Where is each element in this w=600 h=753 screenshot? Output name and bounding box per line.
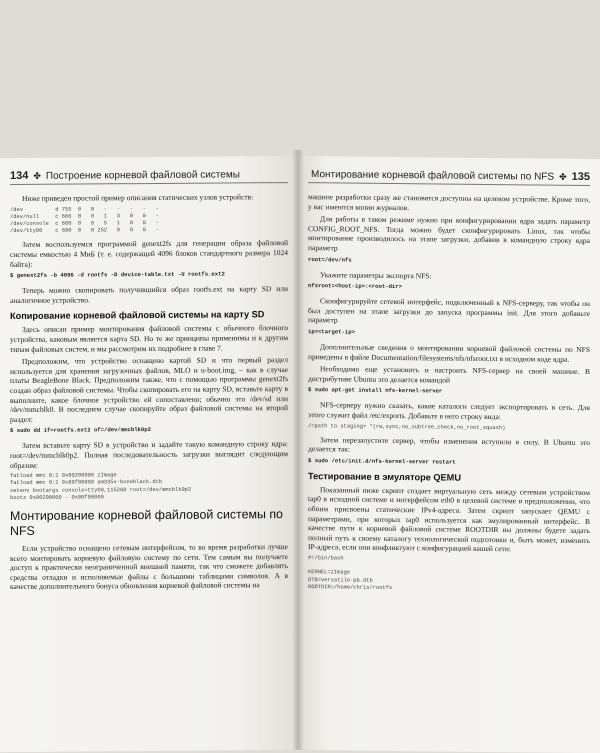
interface-paragraph: Сконфигурируйте сетевой интерфейс, подключенный к NFS-серверу, так чтобы он был доступен на этапе загрузки до запуска программы init. Для этого добавьте параметр <box>308 296 590 325</box>
boot-paragraph: Затем вставьте карту SD в устройство и задайте такую командную строку ядра: root=/dev/mmcblk0p2. Полная последовательность загрузки выглядит следующим образом: <box>10 439 288 470</box>
root-param-code: root=/dev/nfs <box>308 255 352 264</box>
kernel-config-paragraph: Для работы в таком режиме нужно при конфигурировании ядра задать параметр CONFIG_ROOT_NFS. Тогда можно будет сконфигурировать Linux, так чтобы монтирование производилось на этапе загрузки, добавив в командную строку ядра параметр <box>308 214 590 253</box>
dd-command: $ sudo dd if=rootfs.ext2 of=/dev/mmcblk0p2 <box>10 426 151 435</box>
code-line: setenv bootargs console=ttyO0,115200 root=/dev/mmcblk0p2 <box>10 486 192 494</box>
genext-paragraph: Затем воспользуемся программой genext2fs для генерации образа файловой системы емкостью 4 МиБ (т. е. содержащей 4096 блоков стандартного размера 1024 байта): <box>10 238 288 269</box>
genext-command: $ genext2fs -b 4096 -d rootfs -D device-table.txt -U rootfs.ext2 <box>10 270 225 280</box>
book-spine-shadow <box>292 150 304 750</box>
copy-paragraph: Теперь можно скопировать получившийся образ rootfs.ext на карту SD или аналогичное устройство. <box>10 284 288 305</box>
nfs-paragraph: Если устройство оснащено сетевым интерфейсом, то во время разработки лучше всего монтировать корневую файловую систему по сети. Тем самым вы получаете доступ к практически неограниченной внешней памяти, так что сможете добавлять средства отладки и исполняемые файлы с большими таблицами символов. А в качестве дополнительного бонуса обновления корневой файловой системы на <box>10 541 288 592</box>
exports-line-code: /<path to staging> *(rw,sync,no_subtree_check,no_root_squash) <box>308 422 506 431</box>
sd-paragraph-1: Здесь описан пример монтирования файловой системы с обычного блочного устройства, каковым является карта SD. Но те же принципы применимы и к другим типам файловых систем, и мы рассмотрим их подробнее в главе 7. <box>10 323 288 354</box>
ornament-icon: ✤ <box>559 171 567 182</box>
ip-param-code: ip=<target-ip> <box>308 328 355 336</box>
intro-paragraph: Ниже приведен простой пример описания статических узлов устройств: <box>22 192 254 203</box>
left-page <box>0 156 298 752</box>
restart-command: $ sudo /etc/init.d/nfs-kernel-server restart <box>308 456 456 466</box>
nfsroot-param-code: nfsroot=<host-ip>:<root-dir> <box>308 282 402 291</box>
code-line: /dev/console c 600 0 0 5 1 0 0 - <box>10 219 159 228</box>
code-line: DTB=versatile-pb.dtb <box>308 576 373 584</box>
restart-paragraph: Затем перезапустите сервер, чтобы изменения вступили в силу. В Ubuntu это делается так: <box>308 434 590 454</box>
exports-paragraph: NFS-серверу нужно сказать, какие каталоги следует экспортировать в сеть. Для этого служит файл /etc/exports. Добавьте в него строку вида: <box>308 400 590 422</box>
code-line: /dev d 755 0 0 - - - - - <box>10 205 159 213</box>
code-line: bootz 0x80200000 - 0x80f00000 <box>10 494 104 501</box>
right-page-header <box>308 168 590 186</box>
code-line: /dev/null c 666 0 0 1 3 0 0 - <box>10 212 159 220</box>
docs-paragraph: Дополнительные сведения о монтировании корневой файловой системы по NFS приведены в файле Documentation/filesystems/nfs/nfsroot.txt в исходном коде ядра. <box>308 342 590 364</box>
right-header-title: Монтирование корневой файловой системы по NFS <box>311 169 555 183</box>
right-page-number: 135 <box>571 170 590 184</box>
left-page-header <box>10 168 288 185</box>
device-table-code <box>10 205 288 236</box>
nfs-section-heading: Монтирование корневой файловой системы по NFS <box>10 507 283 538</box>
right-page <box>298 156 600 753</box>
left-header-title: Построение корневой файловой системы <box>45 169 240 182</box>
install-command: $ sudo apt-get install nfs-kernel-server <box>308 386 443 395</box>
code-line: KERNEL=zImage <box>308 569 351 576</box>
code-line: fatload mmc 0:1 0x80f00000 am335x-boneblack.dtb <box>10 479 163 487</box>
qemu-section-heading: Тестирование в эмуляторе QEMU <box>308 470 461 483</box>
export-paragraph: Укажите параметры экспорта NFS: <box>320 269 432 280</box>
qemu-script-code <box>308 555 590 594</box>
code-line: ROOTDIR=/home/chris/rootfs <box>308 583 393 591</box>
install-paragraph: Необходимо еще установить и настроить NFS-сервер на своей машине. В дистрибутиве Ubuntu это делается командой <box>308 364 590 385</box>
code-line: #!/bin/bash <box>308 555 344 562</box>
sd-paragraph-2: Предположим, что устройство оснащено картой SD и что первый раздел используется для хранения загрузочных файлов, MLO и u-boot.img, – как в случае платы BeagleBone Black. Предположим также, что с помощью программы genext2fs создан образ файловой системы. Чтобы скопировать его на карту SD, вставьте карту в выполните, какое блочное устройство ей сопоставлено; обычно это /dev/sd или /dev/mmcblk0. В последнем случае скопируйте образ файловой системы на второй раздел: <box>10 355 288 424</box>
sd-section-heading: Копирование корневой файловой системы на карту SD <box>10 309 265 322</box>
qemu-paragraph: Показанный ниже скрипт создает виртуальную сеть между сетевым устройством tap0 в исходной системе и интерфейсом eth0 в целевой системе в предположении, что обоим присвоены статические IPv4-адреса. Затем скрипт запускает QEMU с параметрами, при которых tap0 используется как эмулированный интерфейс. В качестве пути к корневой файловой системе ROOTDIR вы должны будете задать полный путь к своему каталогу технологической подготовки и, быть может, изменить IP-адреса, если они конфликтуют с конфигурацией вашей сети: <box>308 485 590 554</box>
code-line: fatload mmc 0:1 0x80200000 zImage <box>10 472 117 480</box>
ornament-icon: ✤ <box>33 170 41 181</box>
left-page-number: 134 <box>10 169 29 183</box>
boot-sequence-code <box>10 471 288 502</box>
code-line: /dev/ttyO0 c 600 0 0 252 0 0 0 - <box>10 227 159 235</box>
continuation-paragraph: машине разработки сразу же становятся доступны на целевом устройстве. Кроме того, у вас имеются копии журналов. <box>308 192 590 212</box>
